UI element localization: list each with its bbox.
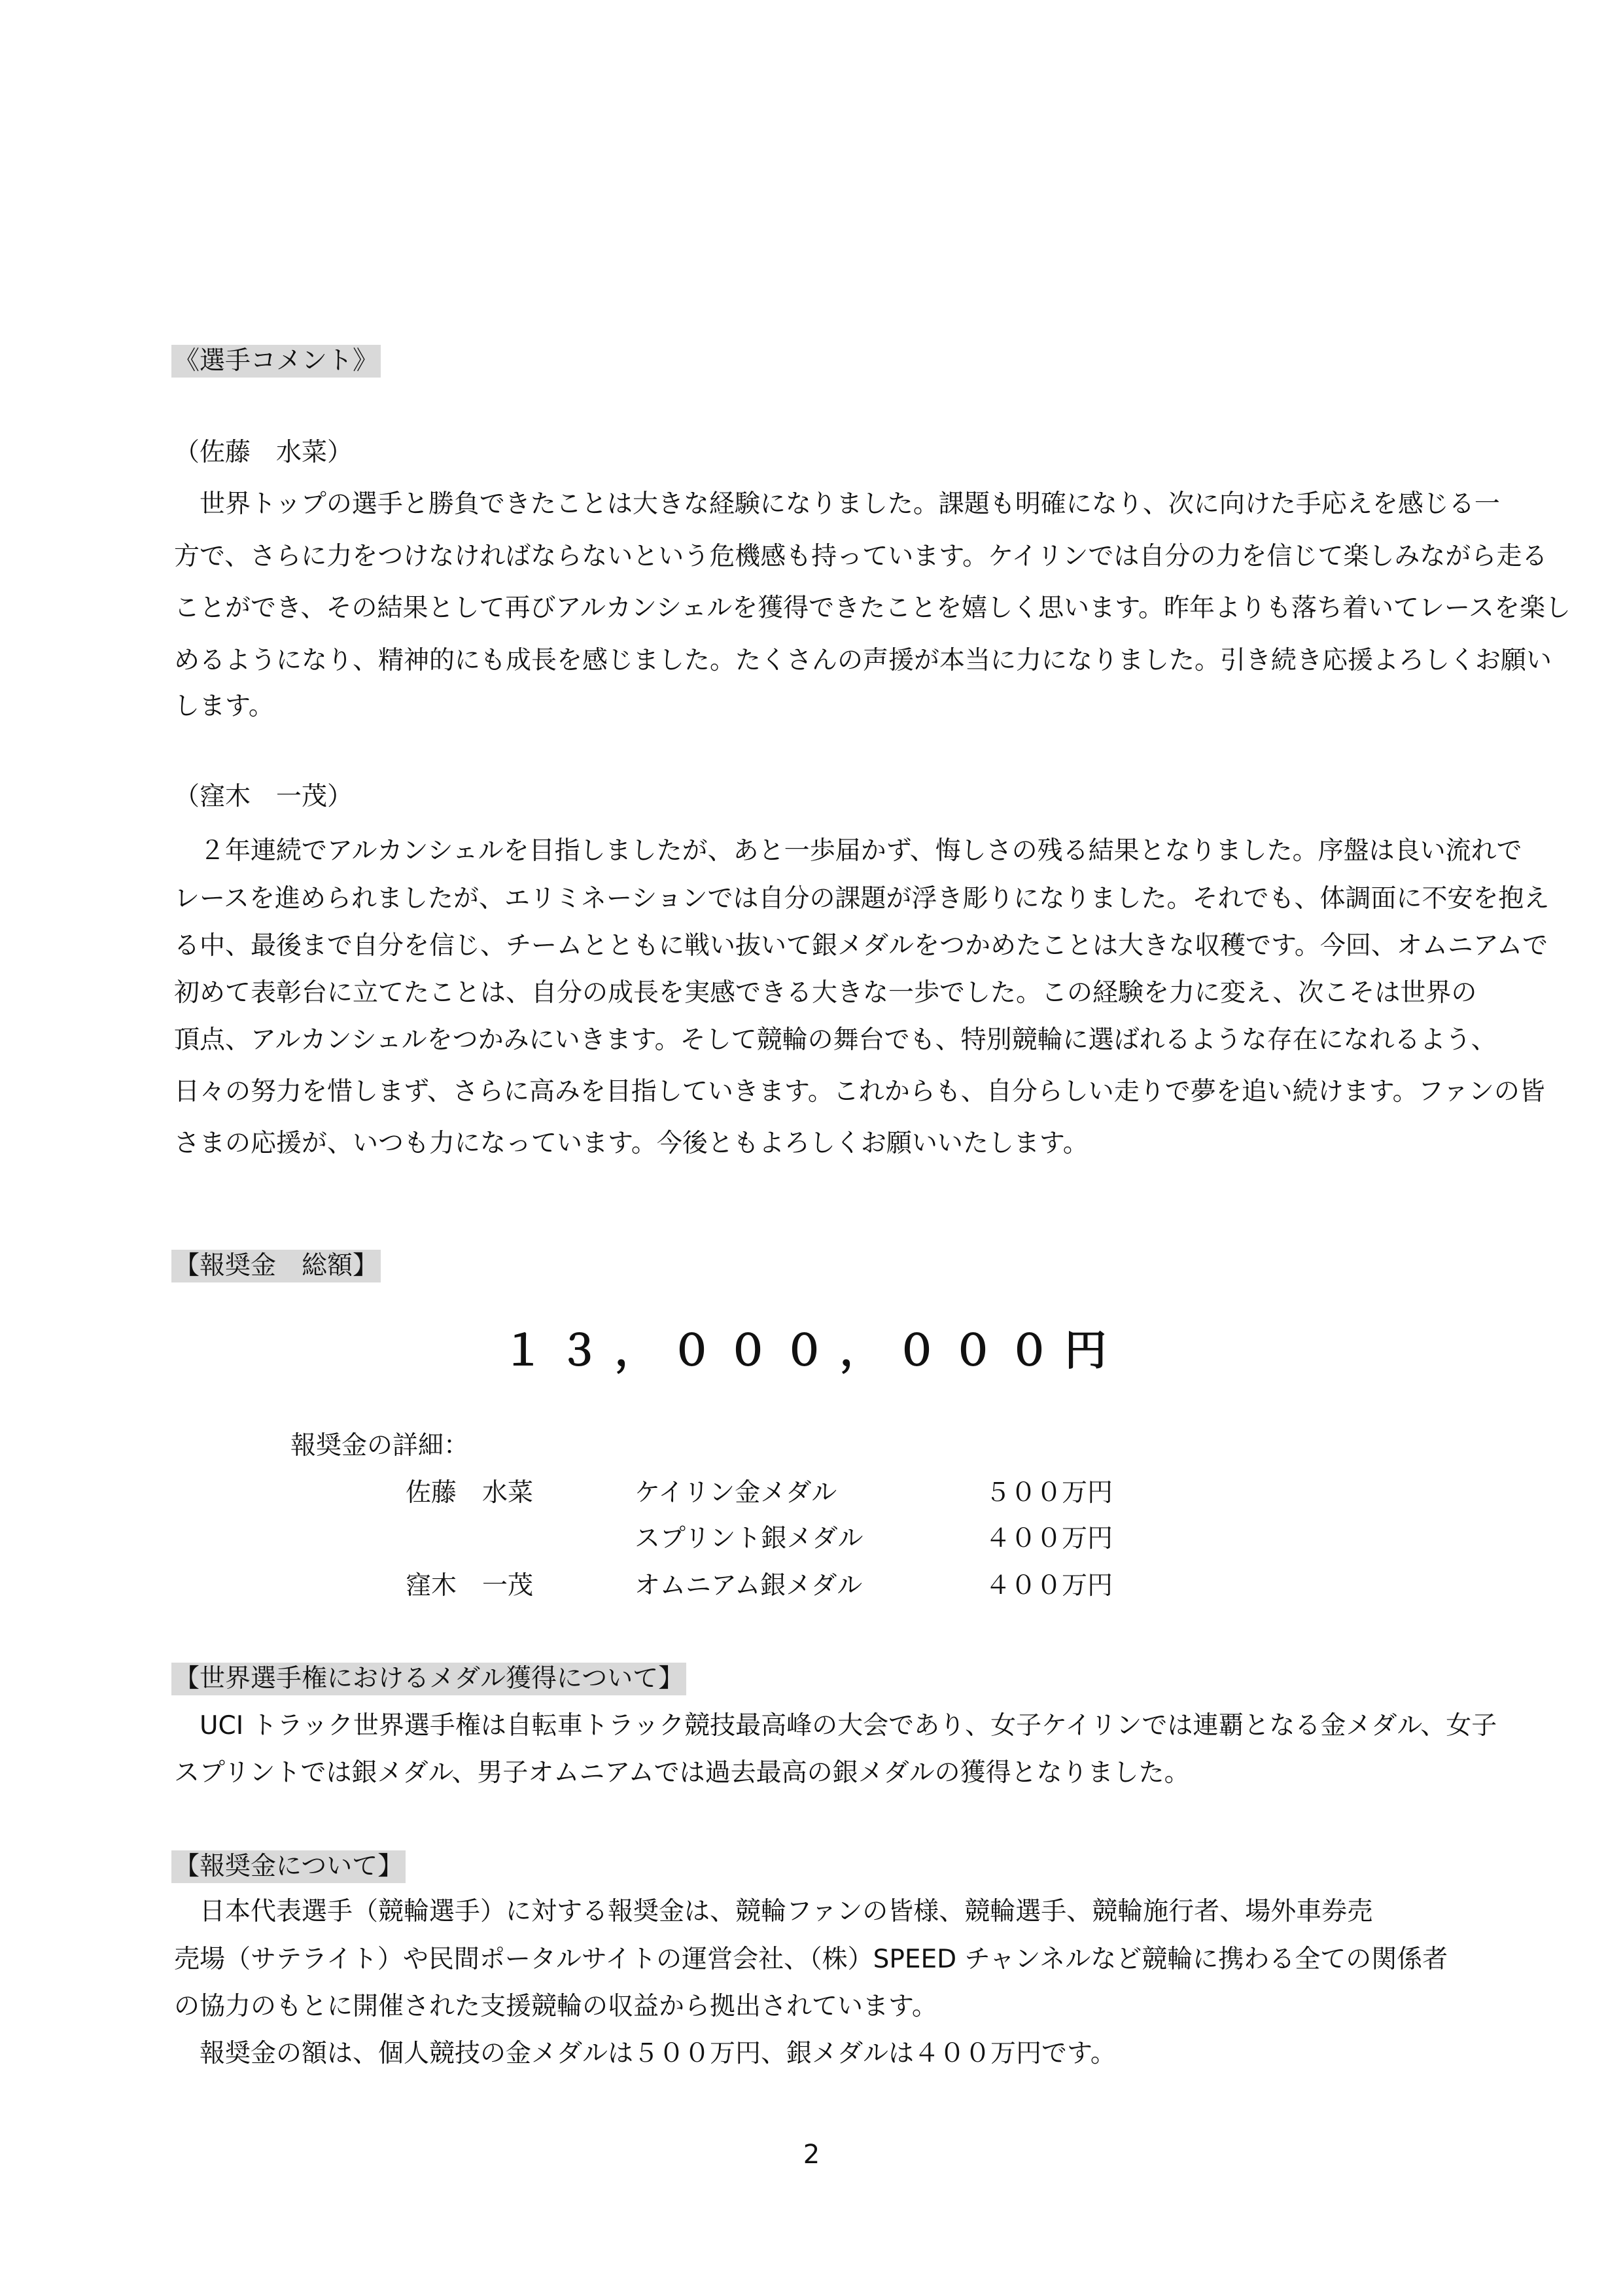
- prize-row-name: 佐藤 水菜: [406, 1478, 534, 1508]
- comment-line: 頂点、アルカンシェルをつかみにいきます。そして競輪の舞台でも、特別競輪に選ばれるような存在になれるよう、: [174, 1025, 1497, 1055]
- body-line: UCI トラック世界選手権は自転車トラック競技最高峰の大会であり、女子ケイリンでは連覇となる金メダル、女子: [174, 1711, 1497, 1740]
- comment-line: さまの応援が、いつも力になっています。今後ともよろしくお願いいたします。: [174, 1129, 1089, 1158]
- prize-row-event: ケイリン金メダル: [635, 1478, 837, 1508]
- comment-line: ２年連続でアルカンシェルを目指しましたが、あと一歩届かず、悔しさの残る結果となりました。序盤は良い流れで: [174, 836, 1522, 866]
- comment-line: 初めて表彰台に立てたことは、自分の成長を実感できる大きな一歩でした。この経験を力に変え、次こそは世界の: [174, 978, 1477, 1008]
- prize-row-amount: ４００万円: [985, 1571, 1113, 1600]
- comment-line: る中、最後まで自分を信じ、チームとともに戦い抜いて銀メダルをつかめたことは大きな収穫です。今回、オムニアムで: [174, 931, 1548, 961]
- section-heading-worlds: 【世界選手権におけるメダル獲得について】: [171, 1663, 686, 1695]
- body-line: 日本代表選手（競輪選手）に対する報奨金は、競輪ファンの皆様、競輪選手、競輪施行者、場外車券売: [174, 1897, 1373, 1926]
- body-line: 売場（サテライト）や民間ポータルサイトの運営会社、（株）SPEED チャンネルなど競輪に携わる全ての関係者: [174, 1945, 1448, 1974]
- comment-line: 日々の努力を惜しまず、さらに高みを目指していきます。これからも、自分らしい走りで夢を追い続けます。ファンの皆: [174, 1077, 1545, 1106]
- comment-line: めるようになり、精神的にも成長を感じました。たくさんの声援が本当に力になりました。引き続き応援よろしくお願い: [174, 646, 1552, 675]
- prize-row-name: 窪木 一茂: [406, 1571, 534, 1600]
- body-line: 報奨金の額は、個人競技の金メダルは５００万円、銀メダルは４００万円です。: [174, 2039, 1116, 2068]
- prize-row-event: スプリント銀メダル: [635, 1524, 864, 1553]
- prize-row-amount: ５００万円: [985, 1478, 1113, 1508]
- prize-total-amount: １３，０００，０００円: [502, 1327, 1121, 1375]
- comment-line: します。: [174, 692, 274, 721]
- comment-line: 世界トップの選手と勝負できたことは大きな経験になりました。課題も明確になり、次に向けた手応えを感じる一: [174, 489, 1500, 519]
- body-line: の協力のもとに開催された支援競輪の収益から拠出されています。: [174, 1992, 937, 2021]
- prize-row-amount: ４００万円: [985, 1524, 1113, 1553]
- comment-line: ことができ、その結果として再びアルカンシェルを獲得できたことを嬉しく思います。昨年よりも落ち着いてレースを楽し: [174, 593, 1571, 623]
- athlete-name-kuboki: （窪木 一茂）: [174, 782, 353, 811]
- section-heading-comments: 《選手コメント》: [171, 345, 381, 378]
- page-number: 2: [803, 2140, 820, 2170]
- comment-line: 方で、さらに力をつけなければならないという危機感も持っています。ケイリンでは自分の力を信じて楽しみながら走る: [174, 542, 1548, 571]
- section-heading-about-prize: 【報奨金について】: [171, 1850, 406, 1883]
- section-heading-prize-total: 【報奨金 総額】: [171, 1250, 381, 1282]
- prize-detail-label: 報奨金の詳細：: [290, 1431, 470, 1460]
- prize-row-event: オムニアム銀メダル: [635, 1571, 863, 1600]
- athlete-name-sato: （佐藤 水菜）: [174, 438, 353, 467]
- comment-line: レースを進められましたが、エリミネーションでは自分の課題が浮き彫りになりました。それでも、体調面に不安を抱え: [174, 884, 1550, 913]
- body-line: スプリントでは銀メダル、男子オムニアムでは過去最高の銀メダルの獲得となりました。: [174, 1758, 1190, 1788]
